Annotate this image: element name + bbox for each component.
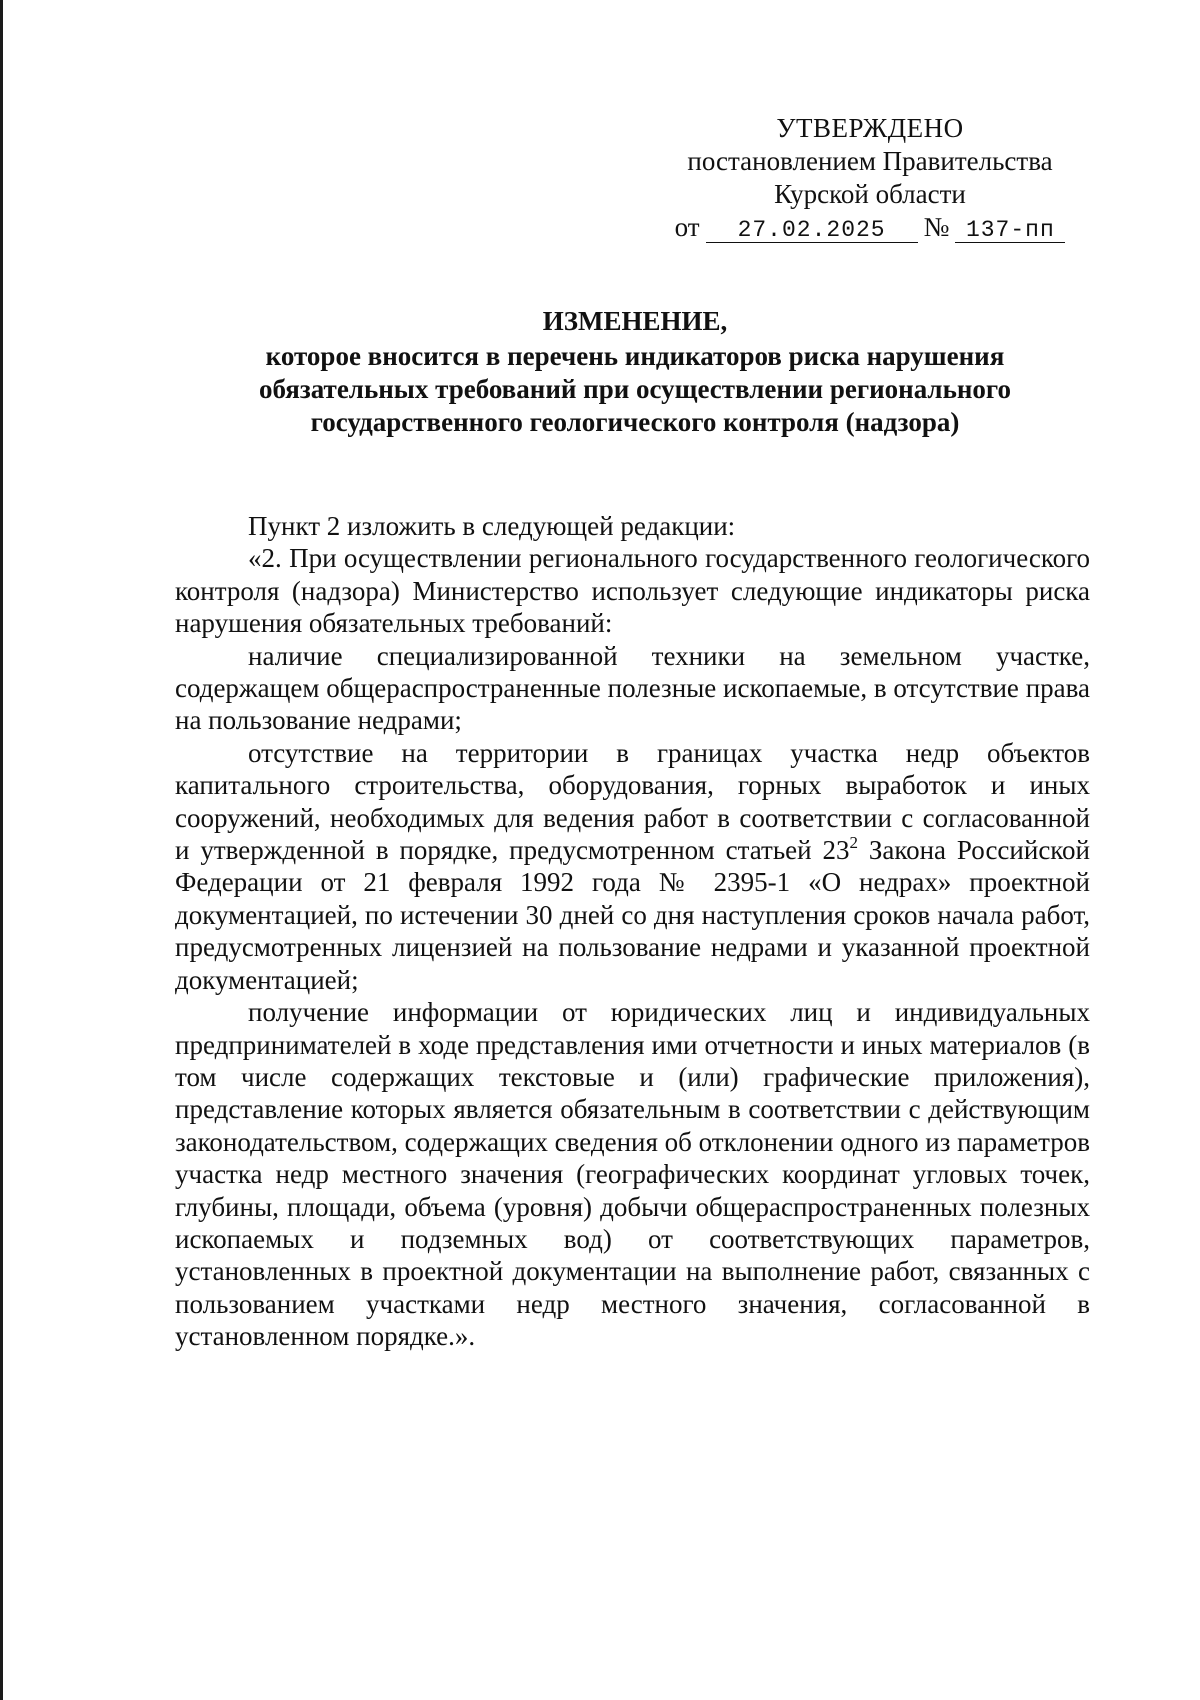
paragraph-indicator-3: получение информации от юридических лиц и индивидуальных предпринимателей в ходе представления ими отчетности и иных материалов (в том числе содержащих текстовые и (или) графические приложения), представление которых является обязательным в соответствии с действующим законодательством, содержащих сведения об отклонении одного из параметров участка недр местного значения (географических координат угловых точек, глубины, площади, объема (уровня) добычи общераспространенных полезных ископаемых и подземных вод) от соответствующих параметров, установленных в проектной документации на выполнение работ, связанных с пользованием участками недр местного значения, согласованной в установленном порядке.». <box>175 997 1090 1352</box>
approval-stamp-block <box>660 112 1080 244</box>
paragraph-item-2: «2. При осуществлении регионального государственного геологического контроля (надзора) Министерство использует следующие индикаторы риска нарушения обязательных требований: <box>175 543 1090 639</box>
date-prefix: от <box>674 212 700 242</box>
indicator-2-text-b: Закона Российской Федерации от 21 февраля 1992 года № 2395-1 «О недрах» проектной документацией, по истечении 30 дней со дня наступления сроков начала работ, предусмотренных лицензией на пользование недрами и указанной проектной документацией; <box>175 835 1090 995</box>
subtitle-line-2: обязательных требований при осуществлении регионального <box>258 374 1012 404</box>
approval-date-line <box>660 211 1080 244</box>
subtitle-line-3: государственного геологического контроля (надзора) <box>310 407 960 437</box>
paragraph-indicator-2 <box>175 737 1090 996</box>
indicator-2-text-a: отсутствие на территории в границах участка недр объектов капитального строительства, оборудования, горных выработок и иных сооружений, необходимых для ведения работ в соответствии с согласованной и утвержденной в порядке, предусмотренном статьей 23 <box>175 737 1090 866</box>
approval-number: 137-пп <box>955 218 1065 243</box>
number-sign: № <box>923 212 950 242</box>
document-title: ИЗМЕНЕНИЕ, <box>542 306 728 336</box>
document-body <box>175 510 1090 1353</box>
approval-stamp: УТВЕРЖДЕНО <box>776 113 964 143</box>
subtitle-line-1: которое вносится в перечень индикаторов риска нарушения <box>265 341 1005 371</box>
article-superscript: 2 <box>849 833 858 853</box>
approval-line-2: Курской области <box>774 179 966 209</box>
approval-date: 27.02.2025 <box>706 218 918 243</box>
document-heading <box>190 305 1080 439</box>
paragraph-indicator-1: наличие специализированной техники на земельном участке, содержащем общераспространенные полезные ископаемые, в отсутствие права на пользование недрами; <box>175 640 1090 736</box>
approval-line-1: постановлением Правительства <box>687 146 1053 176</box>
intro-paragraph: Пункт 2 изложить в следующей редакции: <box>248 511 736 541</box>
page-left-edge <box>0 0 3 1700</box>
